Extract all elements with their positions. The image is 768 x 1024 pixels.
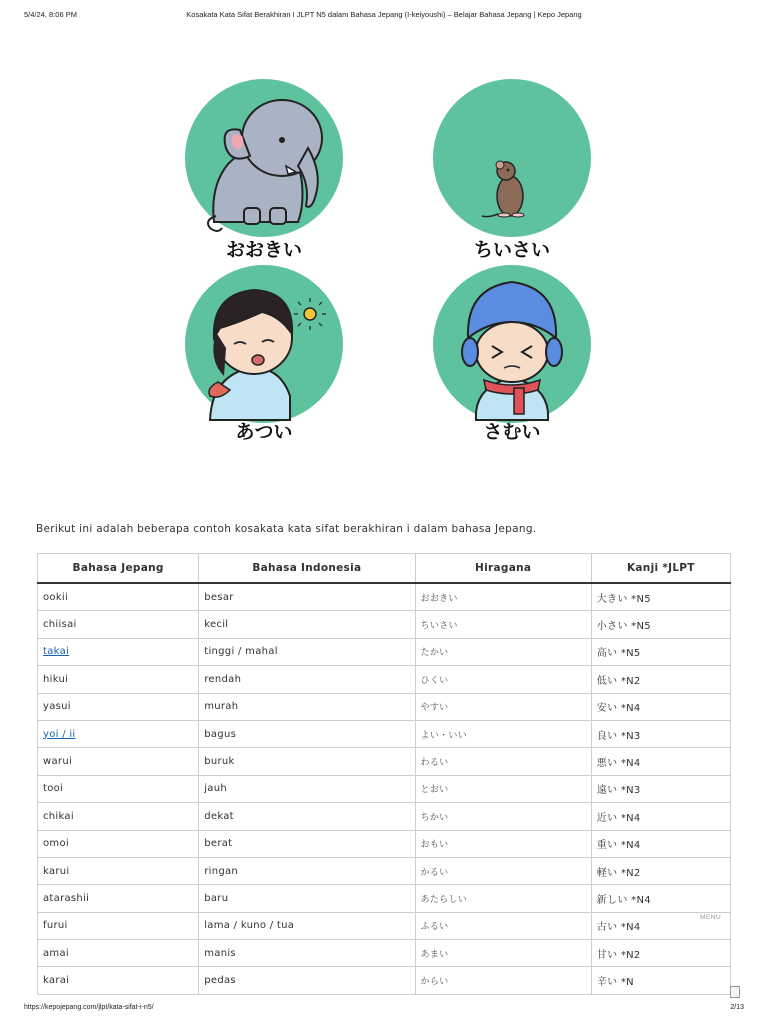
cell-hiragana: ひくい bbox=[415, 666, 591, 693]
cell-hiragana: やすい bbox=[415, 693, 591, 720]
cell-id: jauh bbox=[199, 775, 415, 802]
intro-paragraph: Berikut ini adalah beberapa contoh kosakata kata sifat berakhiran i dalam bahasa Jepang. bbox=[36, 522, 537, 535]
cell-id: tinggi / mahal bbox=[199, 638, 415, 665]
cell-hiragana: あたらしい bbox=[415, 885, 591, 912]
cell-hiragana: ちいさい bbox=[415, 611, 591, 638]
cell-id: ringan bbox=[199, 857, 415, 884]
cell-kanji: 良い *N3 bbox=[591, 720, 730, 747]
cell-id: kecil bbox=[199, 611, 415, 638]
cell-kanji: 小さい *N5 bbox=[591, 611, 730, 638]
link-yoi-ii[interactable]: yoi / ii bbox=[43, 728, 76, 740]
table-row bbox=[38, 912, 731, 939]
cell-hiragana: ちかい bbox=[415, 803, 591, 830]
cell-jp: karai bbox=[38, 967, 199, 994]
elephant-picture bbox=[185, 79, 343, 261]
cell-kanji: 大きい *N5 bbox=[591, 583, 730, 611]
table-row bbox=[38, 885, 731, 912]
table-row bbox=[38, 638, 731, 665]
table-row bbox=[38, 748, 731, 775]
cell-kanji: 甘い *N2 bbox=[591, 940, 730, 967]
label-hot: あつい bbox=[235, 421, 293, 443]
link-takai[interactable]: takai bbox=[43, 646, 70, 658]
cell-hiragana: ふるい bbox=[415, 912, 591, 939]
table-row bbox=[38, 666, 731, 693]
cell-id: murah bbox=[199, 693, 415, 720]
table-row bbox=[38, 803, 731, 830]
print-page-title: Kosakata Kata Sifat Berakhiran I JLPT N5 dalam Bahasa Jepang (I-keiyoushi) – Belajar Bahasa Jepang | Kepo Jepang bbox=[186, 10, 582, 19]
header-bahasa-indonesia: Bahasa Indonesia bbox=[199, 554, 415, 584]
table-row bbox=[38, 775, 731, 802]
cell-hiragana: たかい bbox=[415, 638, 591, 665]
label-big: おおきい bbox=[225, 239, 303, 261]
cell-kanji: 悪い *N4 bbox=[591, 748, 730, 775]
cell-id: lama / kuno / tua bbox=[199, 912, 415, 939]
cell-id: rendah bbox=[199, 666, 415, 693]
cell-hiragana: おもい bbox=[415, 830, 591, 857]
table-row bbox=[38, 830, 731, 857]
cell-id: berat bbox=[199, 830, 415, 857]
label-small: ちいさい bbox=[473, 239, 551, 261]
cell-id: dekat bbox=[199, 803, 415, 830]
cell-id: pedas bbox=[199, 967, 415, 994]
print-datetime: 5/4/24, 8:06 PM bbox=[24, 10, 77, 19]
cell-hiragana: わるい bbox=[415, 748, 591, 775]
cell-id: besar bbox=[199, 583, 415, 611]
cell-kanji: 新しい *N4 bbox=[591, 885, 730, 912]
cell-kanji: 低い *N2 bbox=[591, 666, 730, 693]
cell-jp: furui bbox=[38, 912, 199, 939]
header-hiragana: Hiragana bbox=[415, 554, 591, 584]
broken-image-icon bbox=[730, 986, 740, 998]
menu-button[interactable]: MENU bbox=[700, 914, 722, 921]
cell-kanji: 古い *N4 bbox=[591, 912, 730, 939]
cell-jp: tooi bbox=[38, 775, 199, 802]
cell-id: buruk bbox=[199, 748, 415, 775]
cell-hiragana: あまい bbox=[415, 940, 591, 967]
print-page-number: 2/13 bbox=[730, 1004, 744, 1011]
cell-jp bbox=[38, 720, 199, 747]
hot-girl-picture bbox=[185, 265, 343, 443]
cell-jp: hikui bbox=[38, 666, 199, 693]
cell-id: bagus bbox=[199, 720, 415, 747]
cell-jp: karui bbox=[38, 857, 199, 884]
cell-jp: atarashii bbox=[38, 885, 199, 912]
cell-jp: yasui bbox=[38, 693, 199, 720]
cell-id: baru bbox=[199, 885, 415, 912]
cell-hiragana: おおきい bbox=[415, 583, 591, 611]
cell-kanji: 遠い *N3 bbox=[591, 775, 730, 802]
vocabulary-table bbox=[37, 553, 731, 995]
print-url: https://kepojepang.com/jlpt/kata-sifat-i-n5/ bbox=[24, 1004, 154, 1011]
cell-kanji: 重い *N4 bbox=[591, 830, 730, 857]
cell-kanji: 安い *N4 bbox=[591, 693, 730, 720]
cell-hiragana: とおい bbox=[415, 775, 591, 802]
header-bahasa-jepang: Bahasa Jepang bbox=[38, 554, 199, 584]
cell-jp: omoi bbox=[38, 830, 199, 857]
adjective-illustration bbox=[170, 76, 610, 456]
cell-kanji: 近い *N4 bbox=[591, 803, 730, 830]
cell-kanji: 辛い *N bbox=[591, 967, 730, 994]
cell-kanji: 高い *N5 bbox=[591, 638, 730, 665]
cell-jp: chiisai bbox=[38, 611, 199, 638]
label-cold: さむい bbox=[483, 421, 541, 443]
cell-hiragana: よい・いい bbox=[415, 720, 591, 747]
table-row bbox=[38, 940, 731, 967]
table-row bbox=[38, 693, 731, 720]
cell-hiragana: かるい bbox=[415, 857, 591, 884]
table-header-row bbox=[38, 554, 731, 584]
table-row bbox=[38, 720, 731, 747]
cold-girl-picture bbox=[433, 265, 591, 443]
cell-jp: chikai bbox=[38, 803, 199, 830]
cell-jp: amai bbox=[38, 940, 199, 967]
cell-hiragana: からい bbox=[415, 967, 591, 994]
table-row bbox=[38, 857, 731, 884]
cell-jp: warui bbox=[38, 748, 199, 775]
print-footer bbox=[24, 1004, 744, 1016]
print-header bbox=[24, 10, 744, 22]
cell-jp: ookii bbox=[38, 583, 199, 611]
cell-id: manis bbox=[199, 940, 415, 967]
mouse-picture bbox=[433, 79, 591, 261]
table-row bbox=[38, 611, 731, 638]
header-kanji-jlpt: Kanji *JLPT bbox=[591, 554, 730, 584]
cell-kanji: 軽い *N2 bbox=[591, 857, 730, 884]
table-row bbox=[38, 583, 731, 611]
cell-jp bbox=[38, 638, 199, 665]
table-row bbox=[38, 967, 731, 994]
